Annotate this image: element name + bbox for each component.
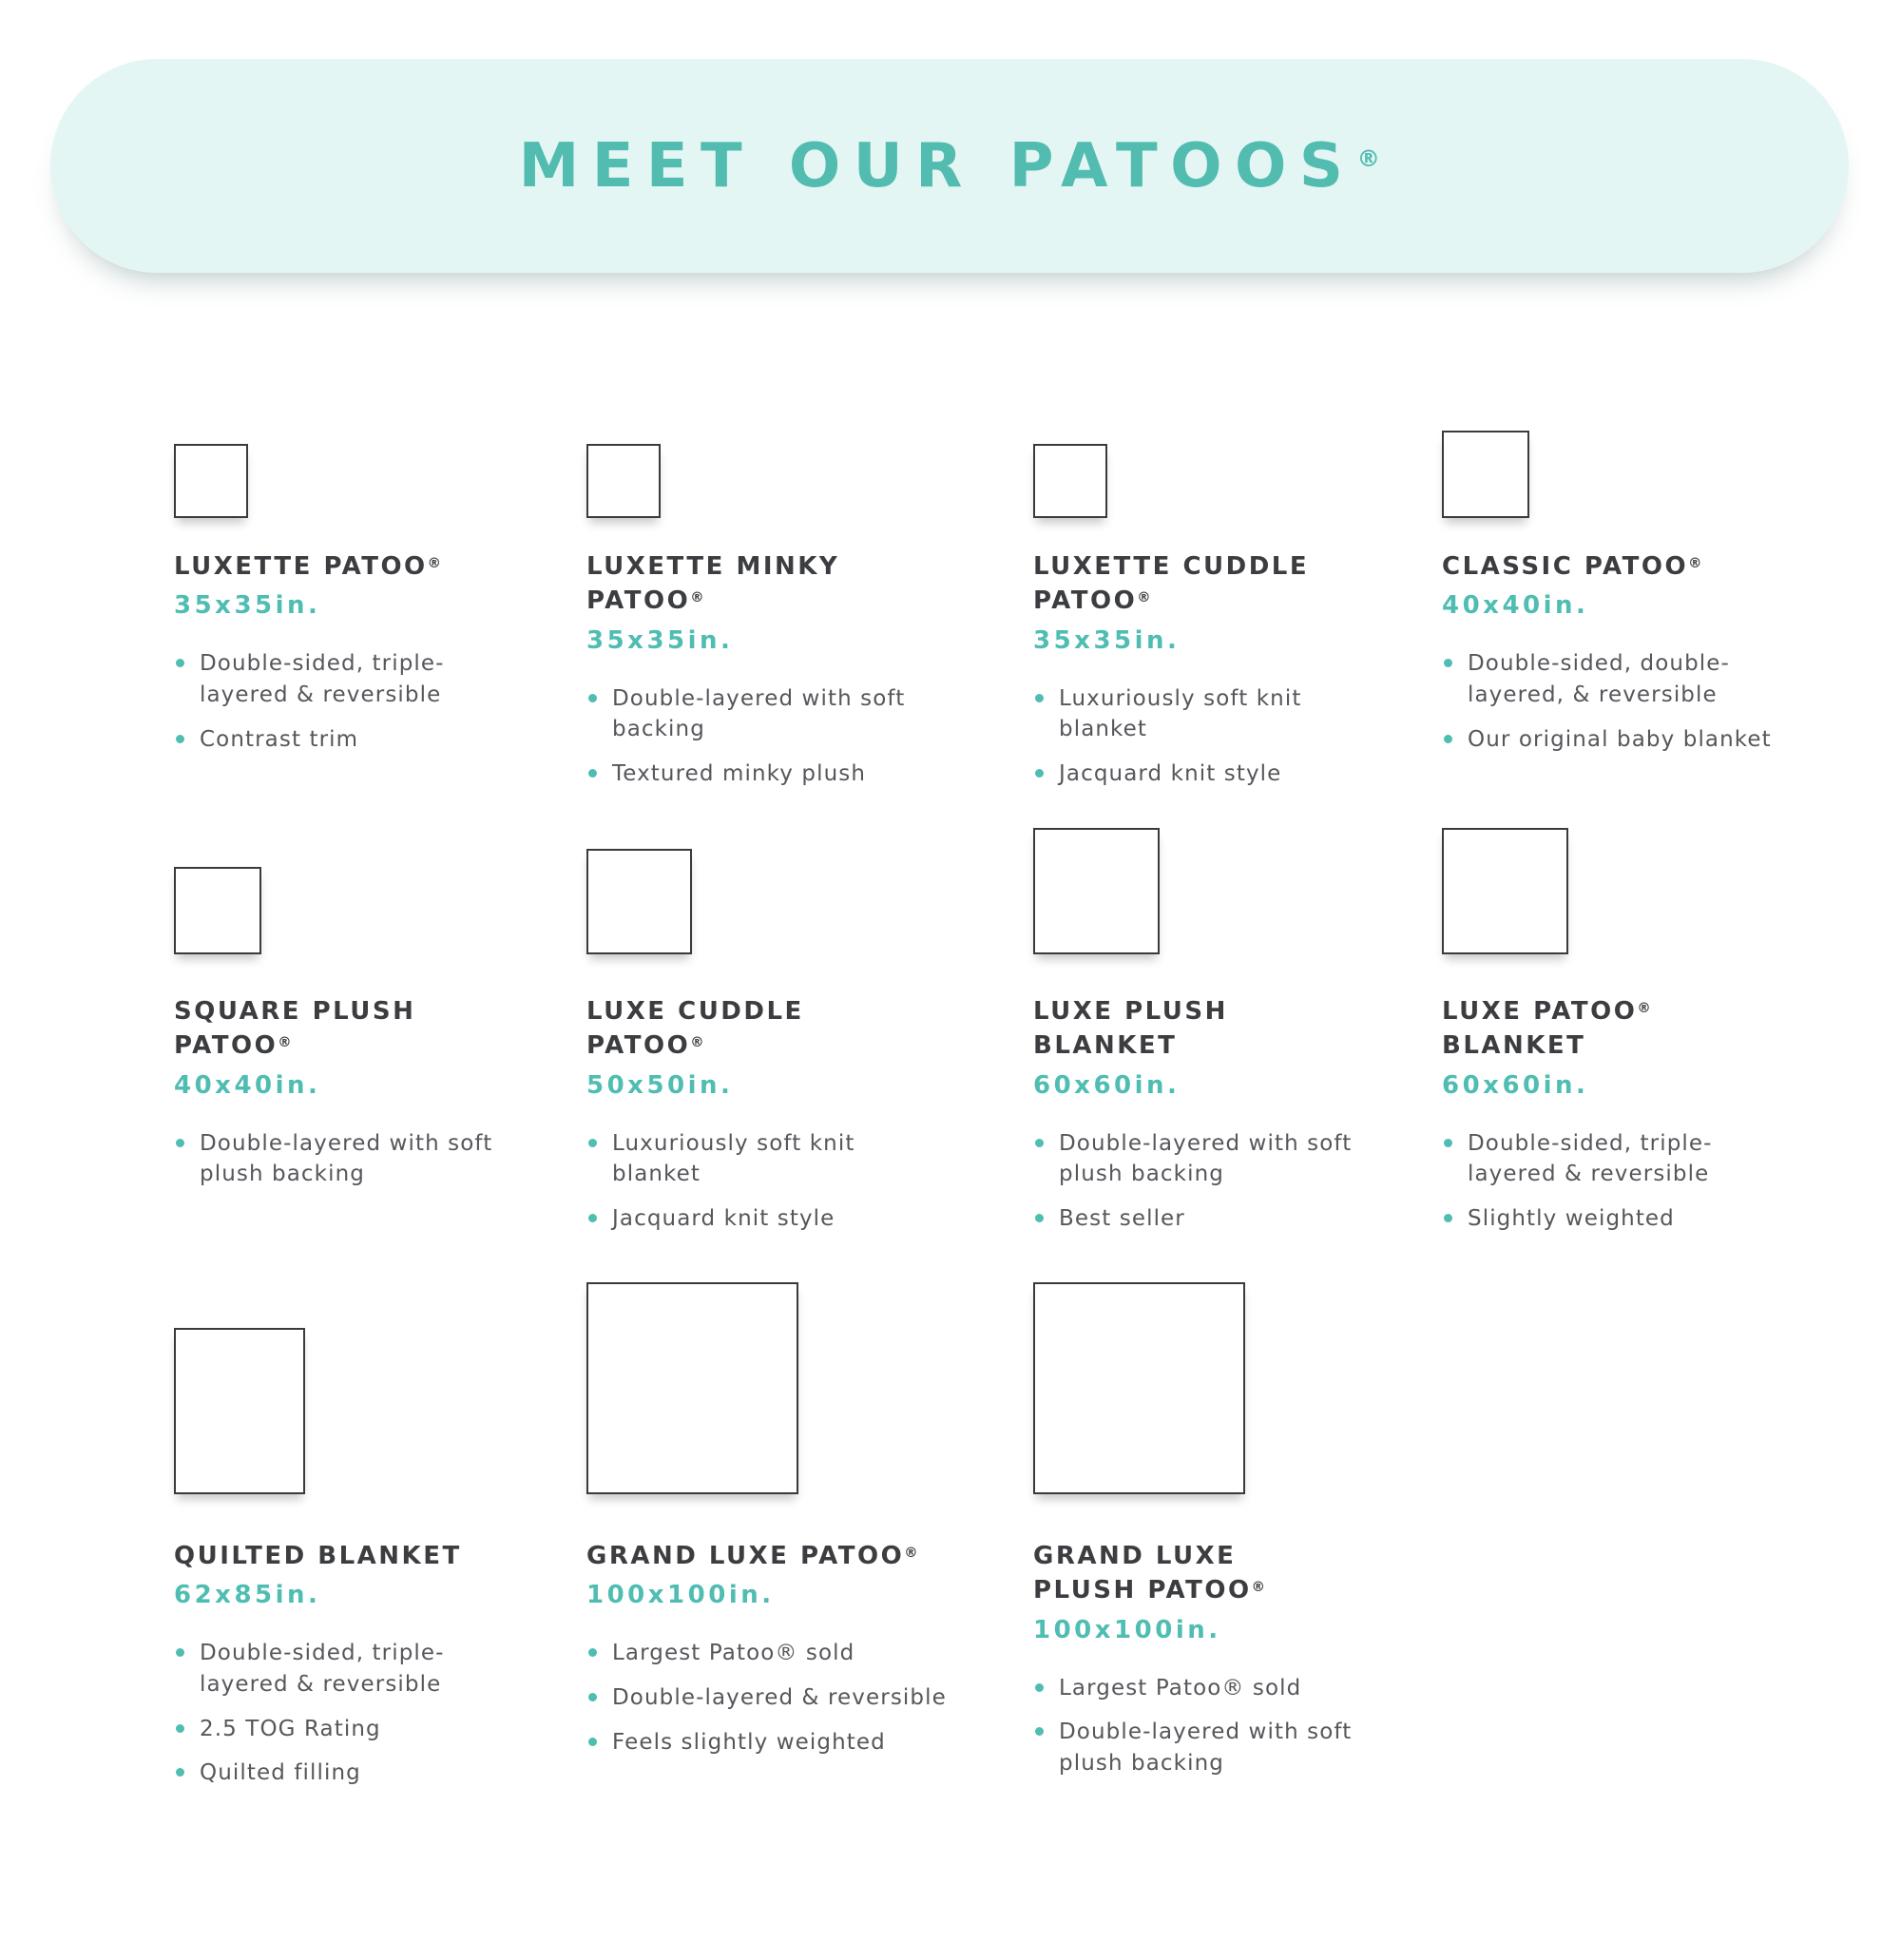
product-name-text: PLUSH PATOO bbox=[1033, 1576, 1252, 1605]
product-name-text: CLASSIC PATOO bbox=[1442, 552, 1689, 581]
product-size: 62x85in. bbox=[174, 1581, 321, 1610]
meet-our-patoos-infographic bbox=[0, 59, 1901, 1859]
product-size: 40x40in. bbox=[174, 1070, 321, 1100]
feature-list bbox=[1033, 683, 1368, 790]
product-name-text: GRAND LUXE bbox=[1033, 1542, 1237, 1570]
feature-item: Double-sided, triple-layered & reversible bbox=[1442, 1128, 1776, 1190]
feature-list bbox=[1033, 1673, 1368, 1779]
product-name-line bbox=[1033, 1539, 1442, 1573]
feature-item: 2.5 TOG Rating bbox=[174, 1714, 509, 1745]
feature-list bbox=[174, 1638, 509, 1789]
feature-item: Double-layered with soft plush backing bbox=[1033, 1128, 1368, 1190]
size-box-area bbox=[586, 428, 1033, 518]
product-name-line bbox=[1033, 994, 1442, 1028]
feature-list bbox=[586, 1638, 978, 1758]
registered-mark: ® bbox=[690, 590, 705, 606]
product-card-luxette-patoo bbox=[174, 428, 586, 768]
blanket-size-box bbox=[1033, 1282, 1245, 1494]
feature-item: Double-sided, triple-layered & reversible bbox=[174, 1638, 509, 1700]
blanket-size-box bbox=[1033, 828, 1160, 954]
feature-item: Luxuriously soft knit blanket bbox=[1033, 683, 1368, 745]
product-name-text: PATOO bbox=[1033, 586, 1138, 616]
product-name-line bbox=[1442, 994, 1863, 1028]
feature-list bbox=[1033, 1128, 1368, 1235]
product-size: 60x60in. bbox=[1033, 1070, 1181, 1100]
size-box-area bbox=[586, 825, 1033, 954]
feature-item: Contrast trim bbox=[174, 724, 509, 756]
product-name-text: LUXETTE CUDDLE bbox=[1033, 552, 1310, 581]
product-name bbox=[1442, 994, 1863, 1064]
product-card-luxette-minky-patoo bbox=[586, 428, 1033, 803]
product-name-text: LUXETTE PATOO bbox=[174, 552, 428, 581]
registered-mark: ® bbox=[278, 1035, 293, 1051]
product-name-line bbox=[174, 994, 586, 1028]
product-name-line bbox=[1442, 1028, 1863, 1063]
feature-list bbox=[586, 683, 921, 790]
product-size: 100x100in. bbox=[586, 1581, 775, 1610]
product-name-text: QUILTED BLANKET bbox=[174, 1542, 462, 1570]
product-name-line bbox=[174, 549, 586, 584]
header-pill bbox=[50, 59, 1849, 273]
feature-list bbox=[174, 1128, 509, 1190]
product-card-quilted-blanket bbox=[174, 1280, 586, 1802]
product-name-text: PATOO bbox=[586, 1031, 691, 1061]
feature-item: Feels slightly weighted bbox=[586, 1727, 978, 1758]
product-name bbox=[174, 549, 586, 584]
blanket-size-box bbox=[1442, 828, 1568, 954]
feature-item: Quilted filling bbox=[174, 1758, 509, 1789]
product-name bbox=[1033, 549, 1442, 619]
size-box-area bbox=[1033, 1280, 1442, 1494]
product-name-text: PATOO bbox=[174, 1031, 278, 1061]
feature-list bbox=[586, 1128, 921, 1235]
product-name-text: LUXE PATOO bbox=[1442, 997, 1638, 1026]
product-name-line bbox=[1033, 1028, 1442, 1063]
feature-item: Largest Patoo® sold bbox=[586, 1638, 978, 1669]
product-name bbox=[586, 994, 1033, 1064]
registered-mark: ® bbox=[1356, 144, 1381, 172]
product-name-line bbox=[1033, 1573, 1442, 1607]
feature-item: Best seller bbox=[1033, 1203, 1368, 1235]
product-grid bbox=[174, 428, 1863, 1859]
product-name-text: SQUARE PLUSH bbox=[174, 997, 416, 1026]
blanket-size-box bbox=[1033, 444, 1107, 518]
product-size: 35x35in. bbox=[1033, 625, 1181, 655]
product-name-text: BLANKET bbox=[1442, 1031, 1586, 1061]
product-name bbox=[1033, 1539, 1442, 1608]
registered-mark: ® bbox=[904, 1545, 919, 1561]
product-card-square-plush-patoo bbox=[174, 825, 586, 1203]
product-size: 50x50in. bbox=[586, 1070, 734, 1100]
product-size: 40x40in. bbox=[1442, 591, 1589, 621]
product-name-line bbox=[586, 584, 1033, 618]
registered-mark: ® bbox=[427, 555, 442, 571]
product-name-text: PATOO bbox=[586, 586, 691, 616]
product-name bbox=[174, 994, 586, 1064]
size-box-area bbox=[1442, 428, 1863, 518]
product-name-line bbox=[586, 549, 1033, 584]
product-card-luxette-cuddle-patoo bbox=[1033, 428, 1442, 803]
blanket-size-box bbox=[174, 867, 261, 954]
product-card-luxe-patoo-blanket bbox=[1442, 825, 1863, 1248]
product-grid-row-3 bbox=[174, 1280, 1863, 1859]
product-name-line bbox=[174, 1028, 586, 1063]
product-name bbox=[586, 1539, 1033, 1573]
product-size: 100x100in. bbox=[1033, 1615, 1221, 1644]
registered-mark: ® bbox=[1688, 555, 1703, 571]
registered-mark: ® bbox=[1637, 1000, 1652, 1016]
feature-list bbox=[1442, 1128, 1776, 1235]
product-card-grand-luxe-plush-patoo bbox=[1033, 1280, 1442, 1793]
feature-item: Jacquard knit style bbox=[586, 1203, 921, 1235]
product-name-line bbox=[586, 1539, 1033, 1573]
product-card-classic-patoo bbox=[1442, 428, 1863, 768]
registered-mark: ® bbox=[1251, 1580, 1266, 1596]
size-box-area bbox=[1033, 825, 1442, 954]
product-name-text: LUXETTE MINKY bbox=[586, 552, 840, 581]
blanket-size-box bbox=[174, 1328, 305, 1494]
product-name bbox=[1033, 994, 1442, 1064]
product-name-line bbox=[586, 994, 1033, 1028]
product-name-line bbox=[586, 1028, 1033, 1063]
feature-list bbox=[1442, 648, 1776, 755]
feature-item: Slightly weighted bbox=[1442, 1203, 1776, 1235]
product-grid-row-1 bbox=[174, 428, 1863, 825]
feature-item: Double-layered & reversible bbox=[586, 1682, 978, 1714]
product-name-text: LUXE CUDDLE bbox=[586, 997, 804, 1026]
feature-item: Double-layered with soft backing bbox=[586, 683, 921, 745]
feature-item: Double-layered with soft plush backing bbox=[174, 1128, 509, 1190]
feature-item: Double-layered with soft plush backing bbox=[1033, 1717, 1368, 1778]
product-card-luxe-cuddle-patoo bbox=[586, 825, 1033, 1248]
registered-mark: ® bbox=[690, 1035, 705, 1051]
feature-list bbox=[174, 648, 509, 755]
feature-item: Jacquard knit style bbox=[1033, 759, 1368, 790]
product-name-text: BLANKET bbox=[1033, 1031, 1178, 1061]
size-box-area bbox=[586, 1280, 1033, 1494]
product-name-text: GRAND LUXE PATOO bbox=[586, 1542, 905, 1570]
blanket-size-box bbox=[1442, 431, 1529, 518]
product-card-luxe-plush-blanket bbox=[1033, 825, 1442, 1248]
feature-item: Our original baby blanket bbox=[1442, 724, 1776, 756]
size-box-area bbox=[174, 1280, 586, 1494]
registered-mark: ® bbox=[1137, 590, 1152, 606]
size-box-area bbox=[174, 825, 586, 954]
product-name-text: LUXE PLUSH bbox=[1033, 997, 1228, 1026]
product-size: 60x60in. bbox=[1442, 1070, 1589, 1100]
blanket-size-box bbox=[586, 1282, 798, 1494]
size-box-area bbox=[1442, 825, 1863, 954]
blanket-size-box bbox=[586, 849, 692, 954]
page-title-text: MEET OUR PATOOS bbox=[518, 130, 1356, 202]
product-card-grand-luxe-patoo bbox=[586, 1280, 1033, 1771]
feature-item: Luxuriously soft knit blanket bbox=[586, 1128, 921, 1190]
feature-item: Largest Patoo® sold bbox=[1033, 1673, 1368, 1704]
product-size: 35x35in. bbox=[586, 625, 734, 655]
product-name-line bbox=[1033, 584, 1442, 618]
product-name bbox=[174, 1539, 586, 1573]
product-name-line bbox=[1442, 549, 1863, 584]
feature-item: Double-sided, double-layered, & reversible bbox=[1442, 648, 1776, 710]
product-size: 35x35in. bbox=[174, 591, 321, 621]
product-name-line bbox=[1033, 549, 1442, 584]
product-name-line bbox=[174, 1539, 586, 1573]
blanket-size-box bbox=[586, 444, 661, 518]
feature-item: Double-sided, triple-layered & reversible bbox=[174, 648, 509, 710]
size-box-area bbox=[1033, 428, 1442, 518]
size-box-area bbox=[174, 428, 586, 518]
blanket-size-box bbox=[174, 444, 248, 518]
product-name bbox=[586, 549, 1033, 619]
page-title bbox=[519, 131, 1381, 202]
product-name bbox=[1442, 549, 1863, 584]
feature-item: Textured minky plush bbox=[586, 759, 921, 790]
product-grid-row-2 bbox=[174, 825, 1863, 1280]
